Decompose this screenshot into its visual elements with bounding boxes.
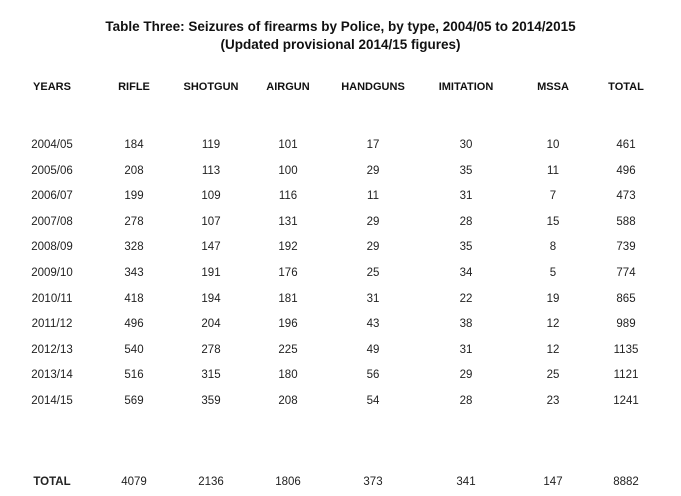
cell-handguns: 49 — [366, 343, 380, 356]
table-subtitle: (Updated provisional 2014/15 figures) — [220, 37, 461, 52]
total-imitation: 341 — [456, 476, 476, 488]
cell-shotgun: 119 — [201, 139, 221, 151]
header-years: YEARS — [33, 81, 71, 93]
cell-shotgun: 204 — [201, 318, 221, 331]
cell-rifle: 208 — [124, 164, 144, 177]
cell-airgun: 181 — [278, 292, 298, 305]
cell-rifle: 184 — [124, 139, 144, 151]
row-year: 2007/08 — [31, 215, 73, 228]
cell-handguns: 31 — [366, 292, 380, 305]
header-airgun: AIRGUN — [266, 81, 310, 93]
total-total: 8882 — [613, 476, 639, 488]
row-year: 2014/15 — [31, 395, 73, 407]
cell-total: 739 — [616, 241, 636, 254]
cell-handguns: 11 — [367, 190, 379, 203]
header-imitation: IMITATION — [438, 81, 494, 93]
cell-handguns: 29 — [366, 241, 380, 254]
cell-airgun: 131 — [278, 215, 298, 228]
cell-imitation: 31 — [459, 343, 473, 356]
row-year: 2004/05 — [31, 139, 73, 151]
cell-total: 461 — [616, 139, 636, 151]
row-year: 2008/09 — [31, 241, 73, 254]
row-year: 2006/07 — [31, 190, 73, 203]
cell-airgun: 116 — [278, 190, 298, 203]
total-rifle: 4079 — [121, 476, 147, 488]
cell-mssa: 10 — [546, 139, 560, 151]
header-rifle: RIFLE — [118, 81, 150, 93]
cell-handguns: 17 — [366, 139, 380, 151]
cell-total: 989 — [616, 318, 636, 331]
cell-handguns: 56 — [366, 369, 380, 382]
cell-handguns: 25 — [366, 267, 380, 279]
cell-mssa: 23 — [546, 395, 560, 407]
cell-shotgun: 194 — [201, 292, 221, 305]
cell-rifle: 516 — [124, 369, 144, 382]
totals-label: TOTAL — [33, 476, 71, 488]
row-year: 2009/10 — [31, 267, 73, 279]
cell-mssa: 15 — [546, 215, 560, 228]
cell-airgun: 225 — [278, 343, 298, 356]
cell-shotgun: 147 — [201, 241, 221, 254]
cell-mssa: 19 — [546, 292, 560, 305]
cell-imitation: 31 — [459, 190, 473, 203]
cell-rifle: 569 — [124, 395, 144, 407]
cell-rifle: 278 — [124, 215, 144, 228]
cell-airgun: 100 — [278, 164, 298, 177]
cell-handguns: 43 — [366, 318, 380, 331]
cell-imitation: 29 — [459, 369, 473, 382]
cell-shotgun: 191 — [201, 267, 221, 279]
header-mssa: MSSA — [537, 81, 569, 93]
cell-total: 774 — [616, 267, 636, 279]
cell-total: 1241 — [613, 395, 639, 407]
cell-total: 588 — [616, 215, 636, 228]
cell-imitation: 30 — [459, 139, 473, 151]
cell-rifle: 343 — [124, 267, 144, 279]
cell-airgun: 101 — [278, 139, 298, 151]
header-handguns: HANDGUNS — [341, 81, 405, 93]
cell-shotgun: 315 — [201, 369, 221, 382]
cell-total: 496 — [616, 164, 636, 177]
row-year: 2012/13 — [31, 343, 73, 356]
cell-imitation: 35 — [459, 164, 473, 177]
cell-mssa: 12 — [546, 343, 560, 356]
row-year: 2010/11 — [31, 292, 73, 305]
cell-airgun: 196 — [278, 318, 298, 331]
cell-handguns: 29 — [366, 215, 380, 228]
cell-total: 1135 — [613, 343, 639, 356]
cell-imitation: 35 — [459, 241, 473, 254]
cell-rifle: 199 — [124, 190, 144, 203]
cell-imitation: 22 — [459, 292, 473, 305]
cell-shotgun: 109 — [201, 190, 221, 203]
cell-imitation: 28 — [459, 395, 473, 407]
cell-shotgun: 113 — [201, 164, 221, 177]
cell-rifle: 328 — [124, 241, 144, 254]
cell-rifle: 496 — [124, 318, 144, 331]
cell-airgun: 180 — [278, 369, 298, 382]
total-handguns: 373 — [363, 476, 383, 488]
cell-mssa: 12 — [546, 318, 560, 331]
total-airgun: 1806 — [275, 476, 301, 488]
table-title: Table Three: Seizures of firearms by Police, by type, 2004/05 to 2014/2015 — [105, 19, 576, 34]
cell-mssa: 8 — [549, 241, 557, 254]
cell-total: 865 — [616, 292, 636, 305]
cell-handguns: 29 — [366, 164, 380, 177]
total-shotgun: 2136 — [198, 476, 224, 488]
cell-imitation: 34 — [459, 267, 473, 279]
cell-imitation: 28 — [459, 215, 473, 228]
cell-shotgun: 107 — [201, 215, 221, 228]
row-year: 2005/06 — [31, 164, 73, 177]
header-total: TOTAL — [608, 81, 644, 93]
cell-mssa: 11 — [547, 164, 559, 177]
cell-total: 473 — [616, 190, 636, 203]
cell-rifle: 540 — [124, 343, 144, 356]
header-shotgun: SHOTGUN — [183, 81, 239, 93]
cell-mssa: 7 — [549, 190, 557, 203]
cell-rifle: 418 — [124, 292, 144, 305]
total-mssa: 147 — [543, 476, 563, 488]
cell-total: 1121 — [613, 369, 639, 382]
cell-mssa: 5 — [549, 267, 557, 279]
cell-mssa: 25 — [546, 369, 560, 382]
cell-airgun: 208 — [278, 395, 298, 407]
cell-handguns: 54 — [366, 395, 380, 407]
cell-airgun: 176 — [278, 267, 298, 279]
row-year: 2013/14 — [31, 369, 73, 382]
cell-shotgun: 359 — [201, 395, 221, 407]
cell-shotgun: 278 — [201, 343, 221, 356]
row-year: 2011/12 — [31, 318, 73, 331]
cell-imitation: 38 — [459, 318, 473, 331]
cell-airgun: 192 — [278, 241, 298, 254]
